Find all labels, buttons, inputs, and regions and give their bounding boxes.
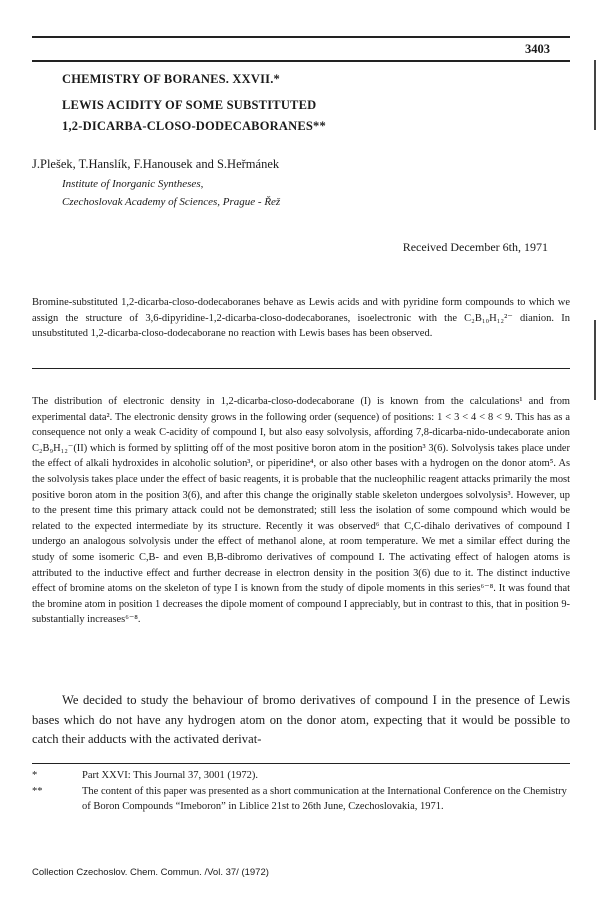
journal-citation: Collection Czechoslov. Chem. Commun. /Vol. 37/ (1972) bbox=[32, 867, 269, 878]
affiliation-line-2: Czechoslovak Academy of Sciences, Prague - Řež bbox=[62, 196, 281, 208]
footnote-rule bbox=[32, 763, 570, 764]
page-number: 3403 bbox=[525, 42, 550, 56]
body-paragraph-2 bbox=[32, 691, 570, 750]
footnote-1-mark: * bbox=[32, 770, 38, 781]
article-title-line-3: 1,2-DICARBA-CLOSO-DODECABORANES** bbox=[62, 119, 326, 133]
scan-edge-mark-top bbox=[594, 60, 596, 130]
article-title-line-2: LEWIS ACIDITY OF SOME SUBSTITUTED bbox=[62, 98, 317, 112]
body-paragraph-1: The distribution of electronic density in 1,2-dicarba-closo-dodecaborane (I) is known from the calculations¹ and from experimental data². The electronic density grows in the following order (sequence) of positions: 1 < 3 < 4 < 8 < 9. This has as a consequence not only a weak C-acidity of compound I, but also easy solvolysis, affording 7,8-dicarba-nido-undecaborate anion C₂B₉H₁₂⁻(II) which is formed by splitting off of the most positive boron atom in the position³ 3(6). Solvolysis takes place under the effect of alkali hydroxides in alcoholic solution³, or piperidine⁴, or also other bases with a hydrogen on the donor atom⁵. As the solvolysis takes place under the effect of basic reagents, it is probable that the nucleophilic reagent attacks primarily the most positive boron atom in the position 3(6), and after this change the originally stable skeleton undergoes solvolysis³. However, up to the present time this primary attack could not be demonstrated; still less the isolation of some compound which would be related to the expected intermediate by its structure. Recently it was observed⁶ that C,C-dihalo derivatives of compound I undergo an analogous solvolysis under the effect of methanol alone, at room temperature. We met a similar effect during the study of some isomeric C,B- and even B,B-dibromo derivatives of compound I. The activating effect of halogen atoms is attributed to the inductive effect and further decrease in electron density in the position 3(6) due to it. The distinct inductive effect of bromine atoms on the skeleton of type I is known from the study of dipole moments in this series⁶⁻⁸. It was found that the bromine atom in position 1 decreases the dipole moment of compound I appreciably, but in contrast to this, that in position 9-substantially increases⁶⁻⁸. bbox=[32, 396, 570, 626]
abstract-rule bbox=[32, 368, 570, 369]
authors: J.Plešek, T.Hanslík, F.Hanousek and S.Heřmánek bbox=[32, 157, 280, 171]
abstract: Bromine-substituted 1,2-dicarba-closo-dodecaboranes behave as Lewis acids and with pyridine form compounds to which we assign the structure of 3,6-dipyridine-1,2-dicarba-closo-dodecaboranes, isoelectronic with the C₂B₁₀H₁₂²⁻ dianion. In unsubstituted 1,2-dicarba-closo-dodecaborane no reaction with Lewis bases has been observed. bbox=[32, 297, 570, 340]
body-paragraph-2-text: We decided to study the behaviour of bromo derivatives of compound I in the presence of Lewis bases which do not have any hydrogen atom on the donor atom, expecting that it would be possible to catch their adducts with the activated derivat- bbox=[32, 693, 570, 747]
footnote-2-text: The content of this paper was presented as a short communication at the International Conference on the Chemistry of Boron Compounds “Imeboron” in Liblice 21st to 26th June, Czechoslovakia, 1971. bbox=[82, 786, 567, 812]
header-rule-top bbox=[32, 36, 570, 38]
received-date: Received December 6th, 1971 bbox=[402, 240, 548, 254]
footnote-1-text: Part XXVI: This Journal 37, 3001 (1972). bbox=[82, 770, 258, 781]
footnote-1 bbox=[32, 768, 570, 783]
footnote-2-mark: ** bbox=[32, 786, 43, 797]
header-rule-bottom bbox=[32, 60, 570, 62]
scan-edge-mark-middle bbox=[594, 320, 596, 400]
affiliation-line-1: Institute of Inorganic Syntheses, bbox=[62, 178, 204, 190]
footnote-2 bbox=[32, 784, 570, 814]
article-title-line-1: CHEMISTRY OF BORANES. XXVII.* bbox=[62, 72, 281, 86]
